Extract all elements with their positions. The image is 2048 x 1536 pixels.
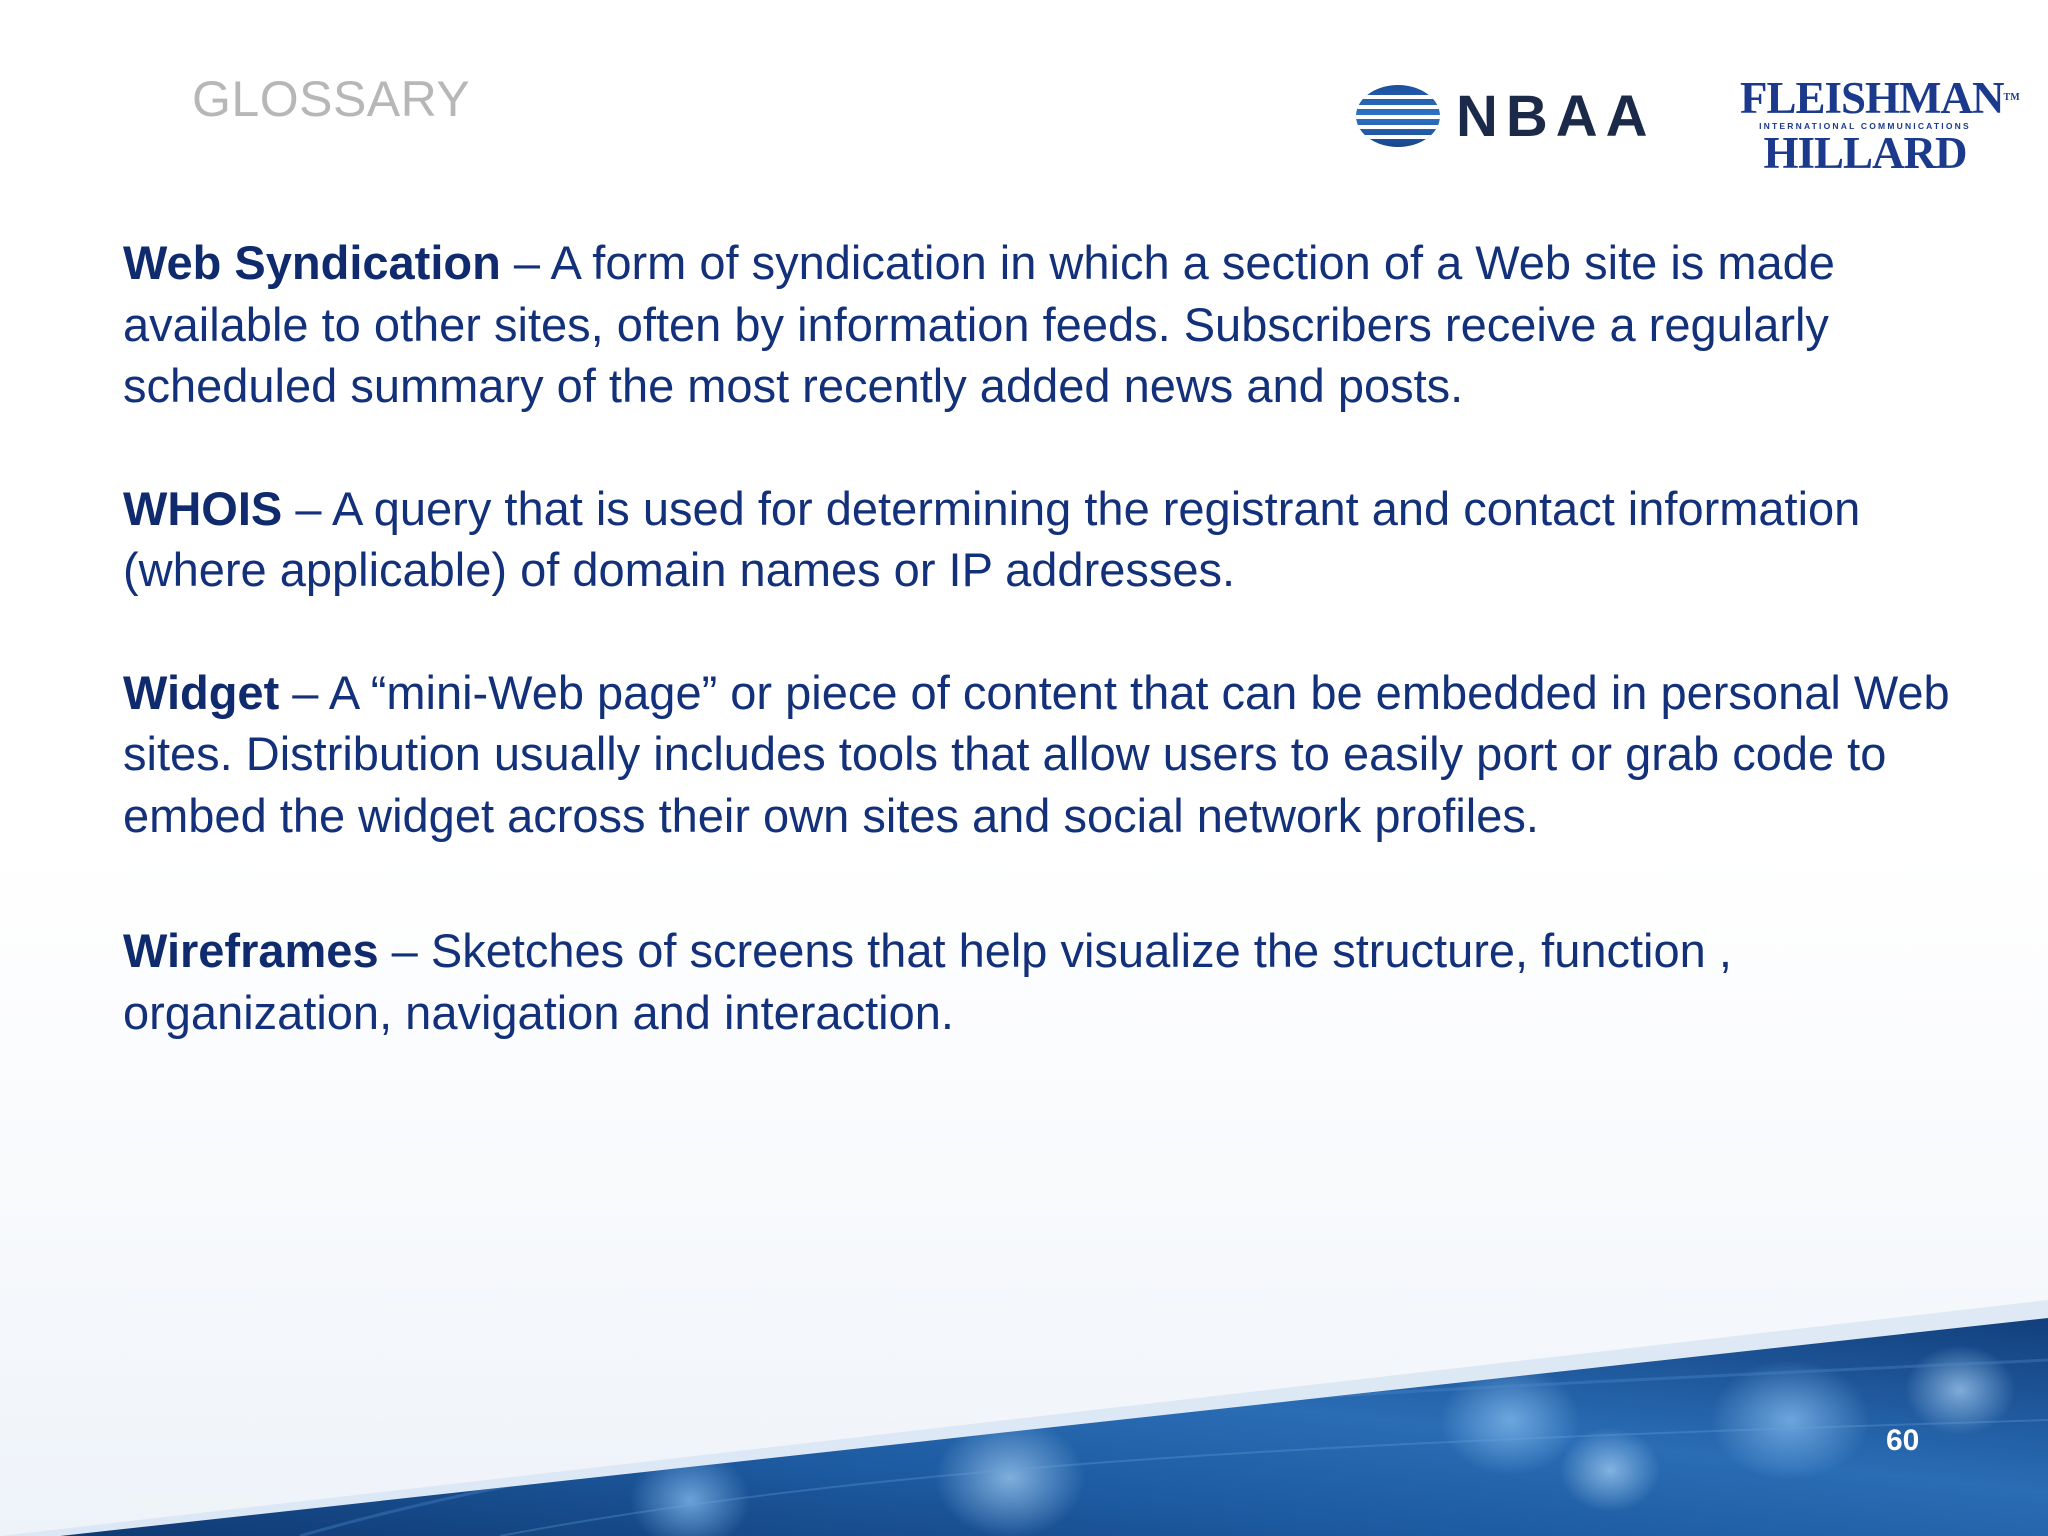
fh-logo-middle: INTERNATIONAL COMMUNICATIONS (1759, 121, 1971, 131)
glossary-separator: – (500, 236, 551, 289)
glossary-definition: A query that is used for determining the registrant and contact information (where applicable) of domain names or IP addresses. (123, 481, 1861, 596)
glossary-definition: A form of syndication in which a section of a Web site is made available to other sites, often by information feeds. Subscribers receive a regularly scheduled summary of the most recently added news and posts. (123, 236, 1835, 412)
glossary-term: Widget (123, 665, 280, 719)
glossary-term: WHOIS (123, 481, 283, 535)
glossary-separator: – (282, 481, 332, 535)
glossary-separator: – (378, 924, 431, 977)
page-number: 60 (1886, 1424, 1920, 1457)
glossary-term: Web Syndication (123, 236, 501, 289)
glossary-term: Wireframes (123, 924, 379, 977)
glossary-definition: A “mini-Web page” or piece of content that can be embedded in personal Web sites. Distribution usually includes tools that allow users to easily port or grab code to embed the widget across their own sites and social network profiles. (123, 665, 1950, 842)
glossary-separator: – (279, 665, 329, 719)
fh-logo-bottom: HILLARD (1763, 128, 1967, 178)
nbaa-logo-text: NBAA (1456, 84, 1656, 149)
glossary-definition: Sketches of screens that help visualize the structure, function , organization, navigation and interaction. (123, 924, 1732, 1039)
slide-title: GLOSSARY (192, 71, 471, 127)
fh-logo-top: FLEISHMAN™ (1740, 73, 2020, 123)
